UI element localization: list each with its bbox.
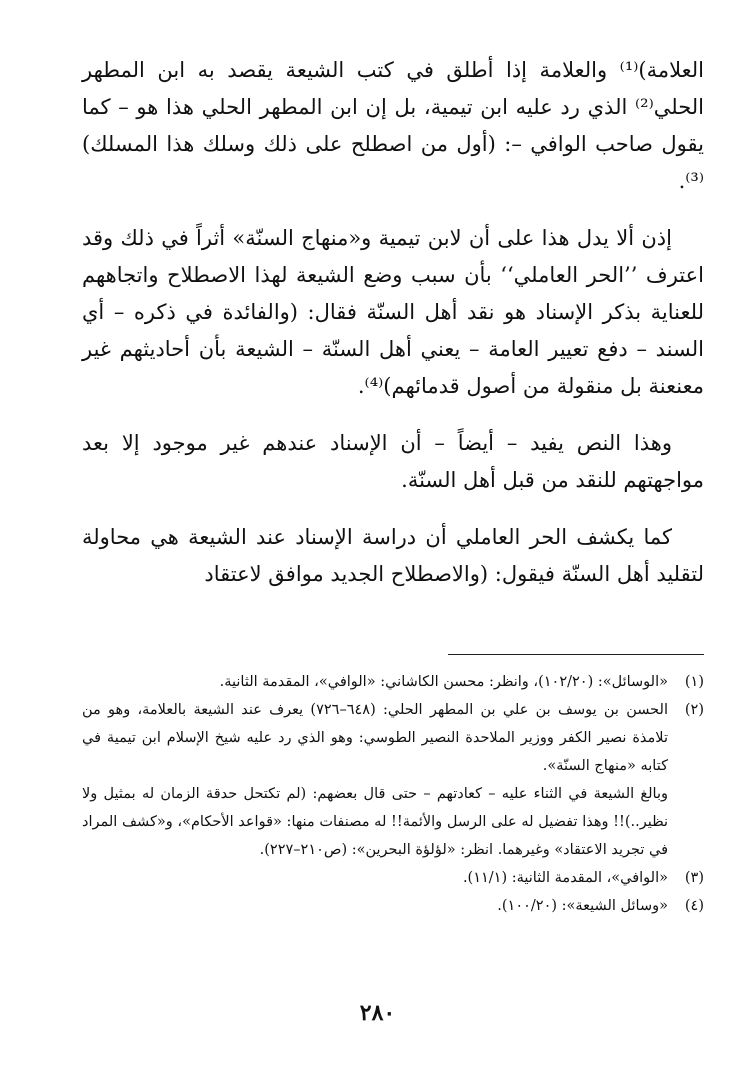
footnote-text: [82, 668, 668, 696]
footnote: [82, 892, 704, 920]
footnotes: [82, 668, 704, 920]
footnote-text: [82, 864, 668, 892]
footnote-text: [82, 892, 668, 920]
paragraph: إذن ألا يدل هذا على أن لابن تيمية و«منهاج السنّة» أثراً في ذلك وقد اعترف ’’الحر العاملي‘‘ بأن سبب وضع الشيعة لهذا الاصطلاح واتجاههم للعناية بذكر الإسناد هو نقد أهل السنّة فقال: (والفائدة في ذكره – أي السند – دفع تعيير العامة – يعني أهل السنّة – الشيعة بأن أحاديثهم غير معنعنة بل منقولة من أصول قدمائهم)⁽⁴⁾.: [82, 226, 704, 398]
footnote: [82, 668, 704, 696]
footnote-number: (٣): [684, 870, 704, 886]
footnote-line: «الوافي»، المقدمة الثانية: (١١/١).: [462, 870, 668, 886]
footnote: [82, 864, 704, 892]
footnote-line: «وسائل الشيعة»: (١٠٠/٢٠).: [497, 898, 668, 914]
footnote-number: (٢): [684, 702, 704, 718]
paragraph: كما يكشف الحر العاملي أن دراسة الإسناد عند الشيعة هي محاولة لتقليد أهل السنّة فيقول: (والاصطلاح الجديد موافق لاعتقاد: [82, 525, 704, 586]
page-number: ٢٨٠: [359, 1000, 396, 1026]
paragraph: وهذا النص يفيد – أيضاً – أن الإسناد عندهم غير موجود إلا بعد مواجهتهم للنقد من قبل أهل السنّة.: [82, 431, 704, 492]
footnote: [82, 696, 704, 864]
footnote-line: «الوسائل»: (١٠٢/٢٠)، وانظر: محسن الكاشاني: «الوافي»، المقدمة الثانية.: [219, 674, 668, 690]
footnote-number: (٤): [684, 898, 704, 914]
footnote-separator: [448, 654, 704, 655]
paragraph: العلامة)⁽¹⁾ والعلامة إذا أطلق في كتب الشيعة يقصد به ابن المطهر الحلي⁽²⁾ الذي رد عليه ابن تيمية، بل إن ابن المطهر الحلي هذا هو – كما يقول صاحب الوافي –: (أول من اصطلح على ذلك وسلك هذا المسلك)⁽³⁾.: [82, 58, 704, 193]
footnote-number: (١): [684, 674, 704, 690]
footnote-line: الحسن بن يوسف بن علي بن المطهر الحلي: (٦٤٨–٧٢٦) يعرف عند الشيعة بالعلامة، وهو من تلامذة نصير الكفر ووزير الملاحدة النصير الطوسي: وهو الذي رد عليه شيخ الإسلام ابن تيمية في كتابه «منهاج السنّة».: [82, 702, 668, 774]
footnote-text: [82, 696, 668, 864]
main-text: [82, 52, 704, 613]
footnote-line: وبالغ الشيعة في الثناء عليه – كعادتهم – حتى قال بعضهم: (لم تكتحل حدقة الزمان له بمثيل ولا نظير..)!! وهذا تفضيل له على الرسل والأئمة!! له مصنفات منها: «قواعد الأحكام»، و«كشف المراد في تجريد الاعتقاد» وغيرهما. انظر: «لؤلؤة البحرين»: (ص٢١٠–٢٢٧).: [82, 786, 668, 858]
